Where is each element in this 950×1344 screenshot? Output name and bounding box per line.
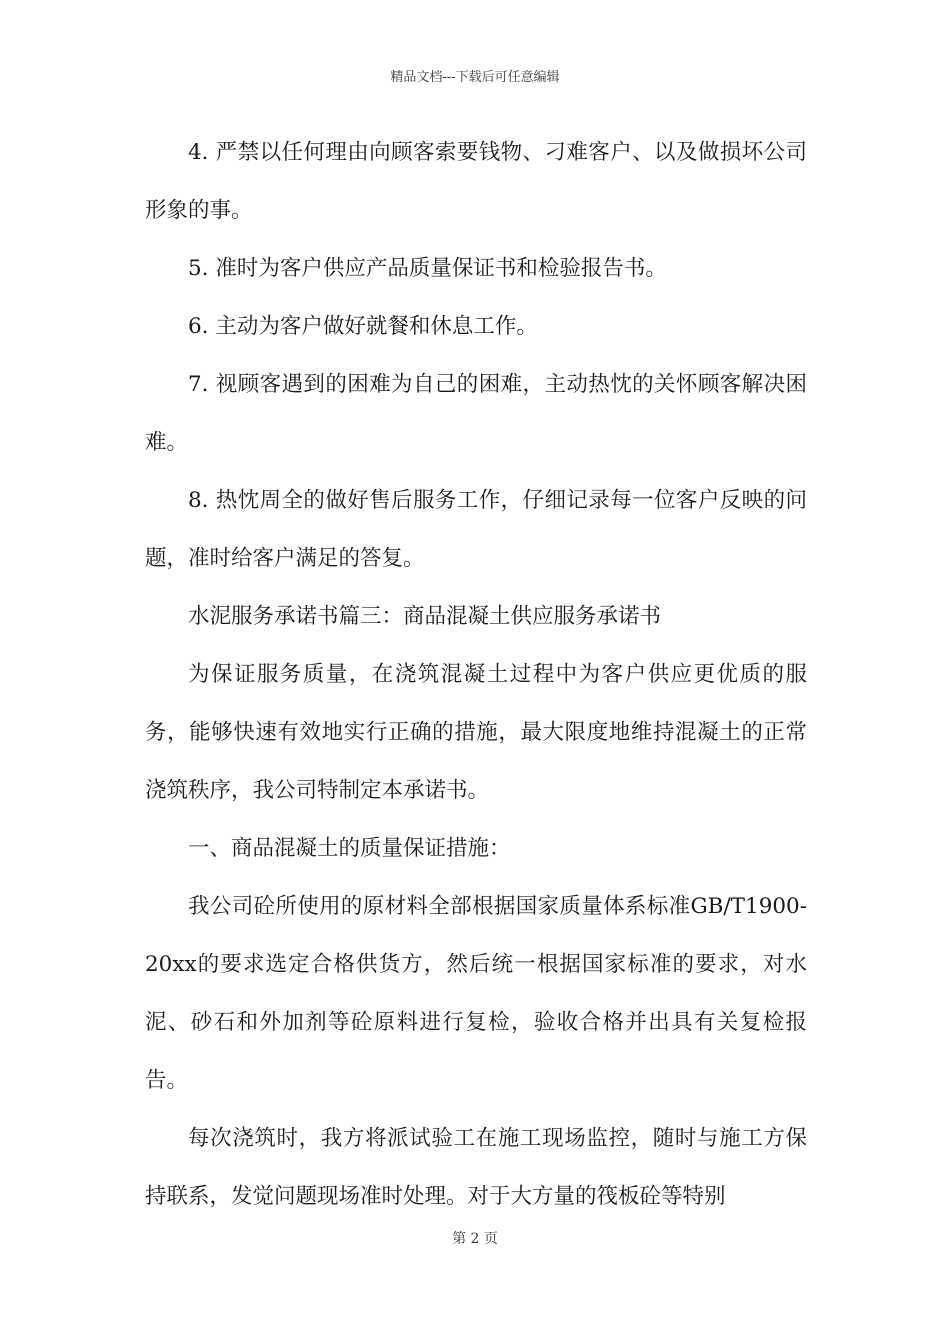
paragraph-item-7: 7. 视顾客遇到的困难为自己的困难，主动热忱的关怀顾客解决困难。 xyxy=(145,372,807,455)
paragraph-item-4: 4. 严禁以任何理由向顾客索要钱物、刁难客户、以及做损坏公司形象的事。 xyxy=(145,140,807,223)
subsection-heading: 一、商品混凝土的质量保证措施： xyxy=(188,836,511,861)
intro-paragraph: 为保证服务质量，在浇筑混凝土过程中为客户供应更优质的服务，能够快速有效地实行正确的措施，最大限度地维持混凝土的正常浇筑秩序，我公司特制定本承诺书。 xyxy=(145,662,807,803)
pouring-paragraph: 每次浇筑时，我方将派试验工在施工现场监控，随时与施工方保持联系，发觉问题现场准时处理。对于大方量的筏板砼等特别 xyxy=(145,1126,807,1209)
paragraph-item-8: 8. 热忱周全的做好售后服务工作，仔细记录每一位客户反映的问题，准时给客户满足的答复。 xyxy=(145,488,807,571)
page-number: 第 2 页 xyxy=(452,1231,498,1247)
paragraph-item-6: 6. 主动为客户做好就餐和休息工作。 xyxy=(188,314,538,339)
section-heading: 水泥服务承诺书篇三：商品混凝土供应服务承诺书 xyxy=(188,604,662,629)
materials-paragraph: 我公司砼所使用的原材料全部根据国家质量体系标准GB/T1900-20xx的要求选定合格供货方，然后统一根据国家标准的要求，对水泥、砂石和外加剂等砼原料进行复检，验收合格并出具有关复检报告。 xyxy=(145,894,807,1093)
paragraph-item-5: 5. 准时为客户供应产品质量保证书和检验报告书。 xyxy=(188,256,667,281)
page-header: 精品文档---下载后可任意编辑 xyxy=(390,70,560,85)
document-body xyxy=(145,124,807,1226)
